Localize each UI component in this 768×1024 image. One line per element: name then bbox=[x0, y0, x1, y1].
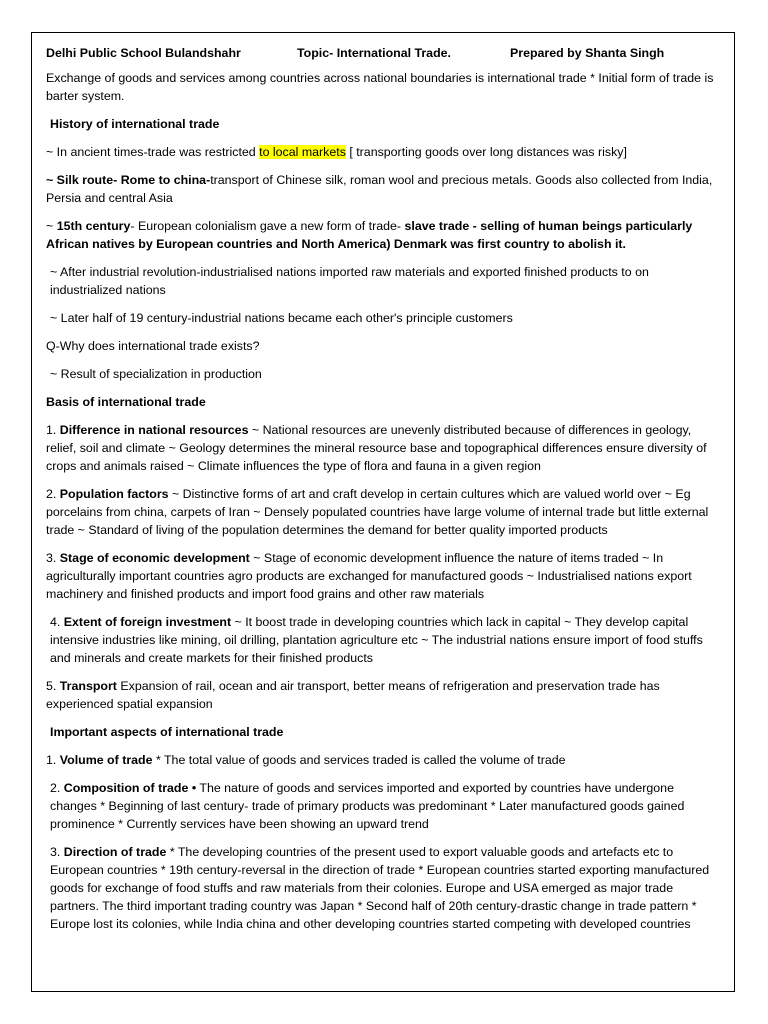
slave-trade-text: slave trade - selling of human beings particularly African natives by European countries and North America) Denmark was first country to abolish it. bbox=[46, 219, 693, 251]
history-heading: History of international trade bbox=[50, 117, 220, 131]
aspects-heading: Important aspects of international trade bbox=[50, 725, 284, 739]
aspect-item bbox=[46, 751, 720, 769]
item-text: ~ National resources are unevenly distributed because of differences in geology, relief, soil and climate ~ Geology determines the mineral resource base and topographical differences ensure diversity of crops and animals raised ~ Climate influences the type of flora and fauna in a given region bbox=[46, 423, 707, 473]
item-number: 4. bbox=[50, 615, 64, 629]
item-title: Direction of trade bbox=[63, 845, 167, 859]
basis-item bbox=[46, 677, 720, 713]
item-title: Extent of foreign investment bbox=[63, 615, 232, 629]
item-text: ~ Distinctive forms of art and craft develop in certain cultures which are valued world over ~ Eg porcelains from china, carpets of Iran ~ Densely populated countries have large volume of internal trade but little external trade ~ Standard of living of the population determines the demand for better quality imported products bbox=[46, 487, 709, 537]
basis-item bbox=[46, 549, 720, 603]
aspect-item bbox=[46, 843, 720, 933]
item-text: * The developing countries of the present used to export valuable goods and artefacts etc to European countries * 19th century-reversal in the direction of trade * European countries started exporting manufactured goods for exchange of food stuffs and raw materials from their colonies. Europe and USA emerged as major trade partners. The third important trading country was Japan * Second half of 20th century-drastic change in trade pattern * Europe lost its colonies, while India china and other developing countries started competing with developed countries bbox=[50, 845, 710, 931]
item-number: 3. bbox=[50, 845, 64, 859]
history-ancient bbox=[46, 143, 720, 161]
century-label: 15th century bbox=[56, 219, 131, 233]
item-number: 1. bbox=[46, 753, 60, 767]
basis-item bbox=[46, 485, 720, 539]
ancient-text-end: [ transporting goods over long distances was risky] bbox=[345, 145, 627, 159]
aspect-item bbox=[46, 779, 720, 833]
basis-heading: Basis of international trade bbox=[46, 395, 206, 409]
item-title: Population factors bbox=[59, 487, 169, 501]
item-number: 2. bbox=[50, 781, 64, 795]
item-text: ~ Stage of economic development influence the nature of items traded ~ In agriculturally important countries agro products are exchanged for manufactured goods ~ Industrialised nations export machinery and finished products and import food grains and other raw materials bbox=[46, 551, 692, 601]
silk-route-label: ~ Silk route- Rome to china- bbox=[46, 173, 211, 187]
school-name: Delhi Public School Bulandshahr bbox=[46, 46, 241, 60]
author-credit: Prepared by Shanta Singh bbox=[510, 46, 665, 60]
item-text: The nature of goods and services imported and exported by countries have undergone changes * Beginning of last century- trade of primary products was predominant * Later manufactured goods gained prominence * Currently services have been showing an upward trend bbox=[50, 781, 685, 831]
silk-route-text: transport of Chinese silk, roman wool and precious metals. Goods also collected from India, Persia and central Asia bbox=[46, 173, 713, 205]
item-title: Composition of trade • bbox=[63, 781, 197, 795]
item-title: Difference in national resources bbox=[59, 423, 249, 437]
history-later: ~ Later half of 19 century-industrial nations became each other's principle customers bbox=[50, 311, 513, 325]
highlighted-text: to local markets bbox=[259, 145, 346, 159]
item-number: 5. bbox=[46, 679, 60, 693]
basis-item bbox=[46, 421, 720, 475]
item-text: ~ It boost trade in developing countries which lack in capital ~ They develop capital intensive industries like mining, oil drilling, plantation agriculture etc ~ The industrial nations ensure import of food stuffs and minerals and create markets for their finished products bbox=[50, 615, 703, 665]
answer: ~ Result of specialization in production bbox=[50, 367, 262, 381]
item-title: Transport bbox=[59, 679, 117, 693]
item-number: 1. bbox=[46, 423, 60, 437]
item-number: 2. bbox=[46, 487, 60, 501]
item-title: Volume of trade bbox=[59, 753, 153, 767]
document-page bbox=[31, 32, 735, 992]
item-title: Stage of economic development bbox=[59, 551, 250, 565]
history-silk-route bbox=[46, 171, 720, 207]
history-industrial: ~ After industrial revolution-industrialised nations imported raw materials and exported finished products to on industrialized nations bbox=[50, 265, 649, 297]
history-15th-century bbox=[46, 217, 720, 253]
document-header bbox=[46, 44, 720, 62]
ancient-text: ~ In ancient times-trade was restricted bbox=[46, 145, 260, 159]
basis-item bbox=[46, 613, 720, 667]
intro-paragraph: Exchange of goods and services among countries across national boundaries is international trade * Initial form of trade is barter system. bbox=[46, 71, 714, 103]
century-text: - European colonialism gave a new form of trade- bbox=[130, 219, 405, 233]
item-number: 3. bbox=[46, 551, 60, 565]
century-prefix: ~ bbox=[46, 219, 57, 233]
item-text: Expansion of rail, ocean and air transport, better means of refrigeration and preservation trade has experienced spatial expansion bbox=[46, 679, 660, 711]
item-text: * The total value of goods and services traded is called the volume of trade bbox=[152, 753, 566, 767]
topic-title: Topic- International Trade. bbox=[297, 46, 451, 60]
question: Q-Why does international trade exists? bbox=[46, 339, 260, 353]
